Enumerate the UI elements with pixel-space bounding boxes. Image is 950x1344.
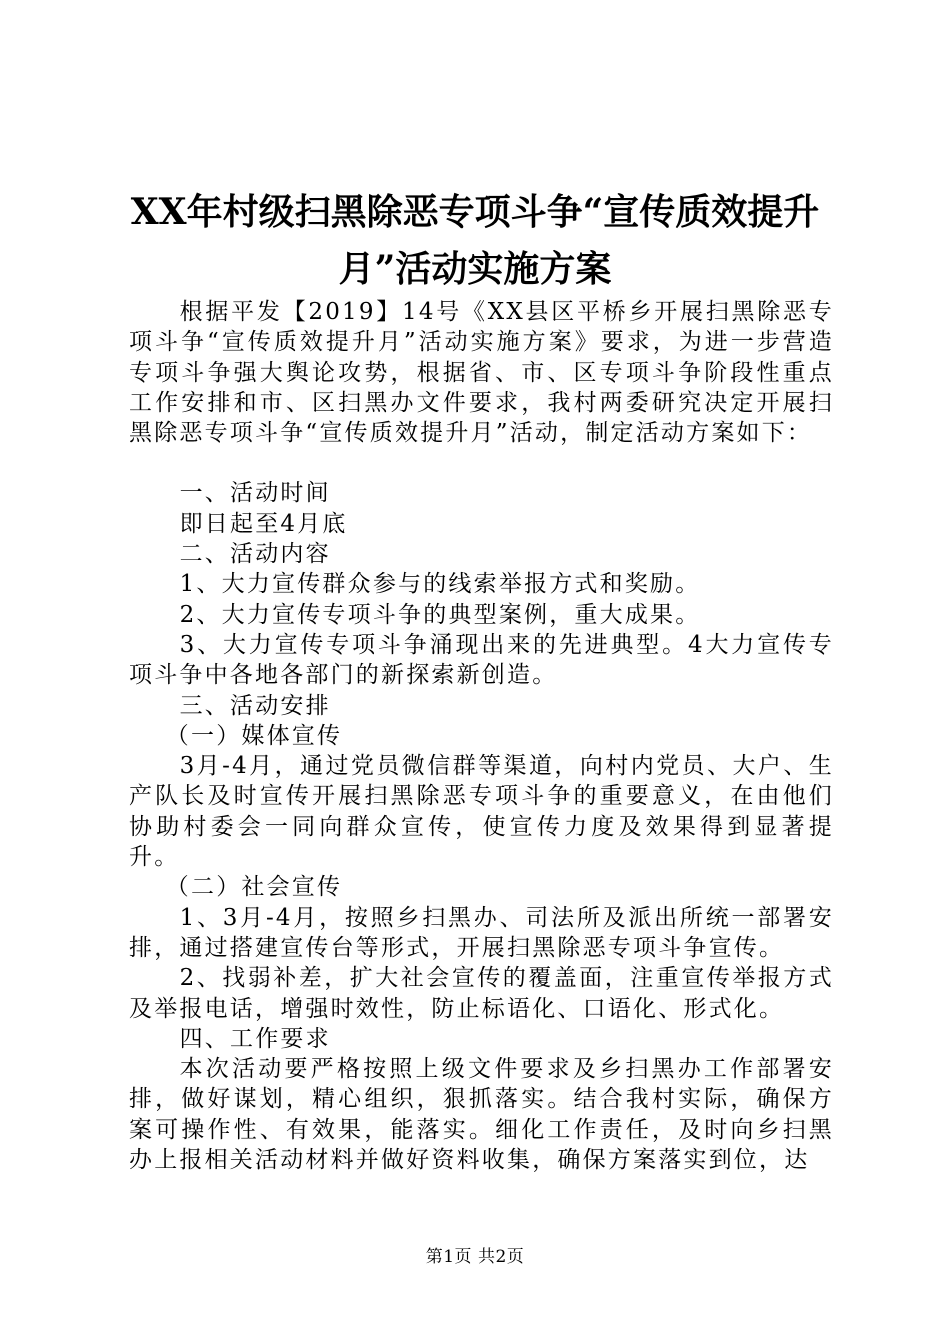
content-item-1: 1、大力宣传群众参与的线索举报方式和奖励。 xyxy=(179,571,701,598)
subheading-social: （二）社会宣传 xyxy=(165,874,343,901)
subheading-media: （一）媒体宣传 xyxy=(165,722,343,749)
document-body xyxy=(129,297,834,1175)
section-heading-time: 一、活动时间 xyxy=(179,480,331,507)
paragraph-time: 即日起至4月底 xyxy=(179,510,348,537)
section-heading-arrangement: 三、活动安排 xyxy=(179,692,331,719)
paragraph-requirements: 本次活动要严格按照上级文件要求及乡扫黑办工作部署安排，做好谋划，精心组织，狠抓落实。结合我村实际，确保方案可操作性、有效果，能落实。细化工作责任，及时向乡扫黑办上报相关活动材料并做好资料收集，确保方案落实到位，达 xyxy=(129,1056,834,1174)
page-number-footer: 第1页 共2页 xyxy=(425,1247,525,1267)
section-heading-content: 二、活动内容 xyxy=(179,541,331,568)
content-item-2: 2、大力宣传专项斗争的典型案例，重大成果。 xyxy=(179,601,701,628)
section-heading-requirements: 四、工作要求 xyxy=(179,1025,331,1052)
document-title-line-1: XX年村级扫黑除恶专项斗争“宣传质效提升 xyxy=(130,191,820,233)
social-item-1: 1、3月-4月，按照乡扫黑办、司法所及派出所统一部署安排，通过搭建宣传台等形式，开展扫黑除恶专项斗争宣传。 xyxy=(129,904,834,961)
paragraph-media: 3月-4月，通过党员微信群等渠道，向村内党员、大户、生产队长及时宣传开展扫黑除恶专项斗争的重要意义，在由他们协助村委会一同向群众宣传，使宣传力度及效果得到显著提升。 xyxy=(129,753,834,871)
social-item-2: 2、找弱补差，扩大社会宣传的覆盖面，注重宣传举报方式及举报电话，增强时效性，防止标语化、口语化、形式化。 xyxy=(129,965,834,1022)
intro-paragraph: 根据平发【2019】14号《XX县区平桥乡开展扫黑除恶专项斗争“宣传质效提升月”活动实施方案》要求，为进一步营造专项斗争强大舆论攻势，根据省、市、区专项斗争阶段性重点工作安排和市、区扫黑办文件要求，我村两委研究决定开展扫黑除恶专项斗争“宣传质效提升月”活动，制定活动方案如下： xyxy=(129,299,834,447)
document-title-line-2: 月”活动实施方案 xyxy=(338,248,612,290)
content-item-3: 3、大力宣传专项斗争涌现出来的先进典型。4大力宣传专项斗争中各地各部门的新探索新创造。 xyxy=(129,631,834,689)
